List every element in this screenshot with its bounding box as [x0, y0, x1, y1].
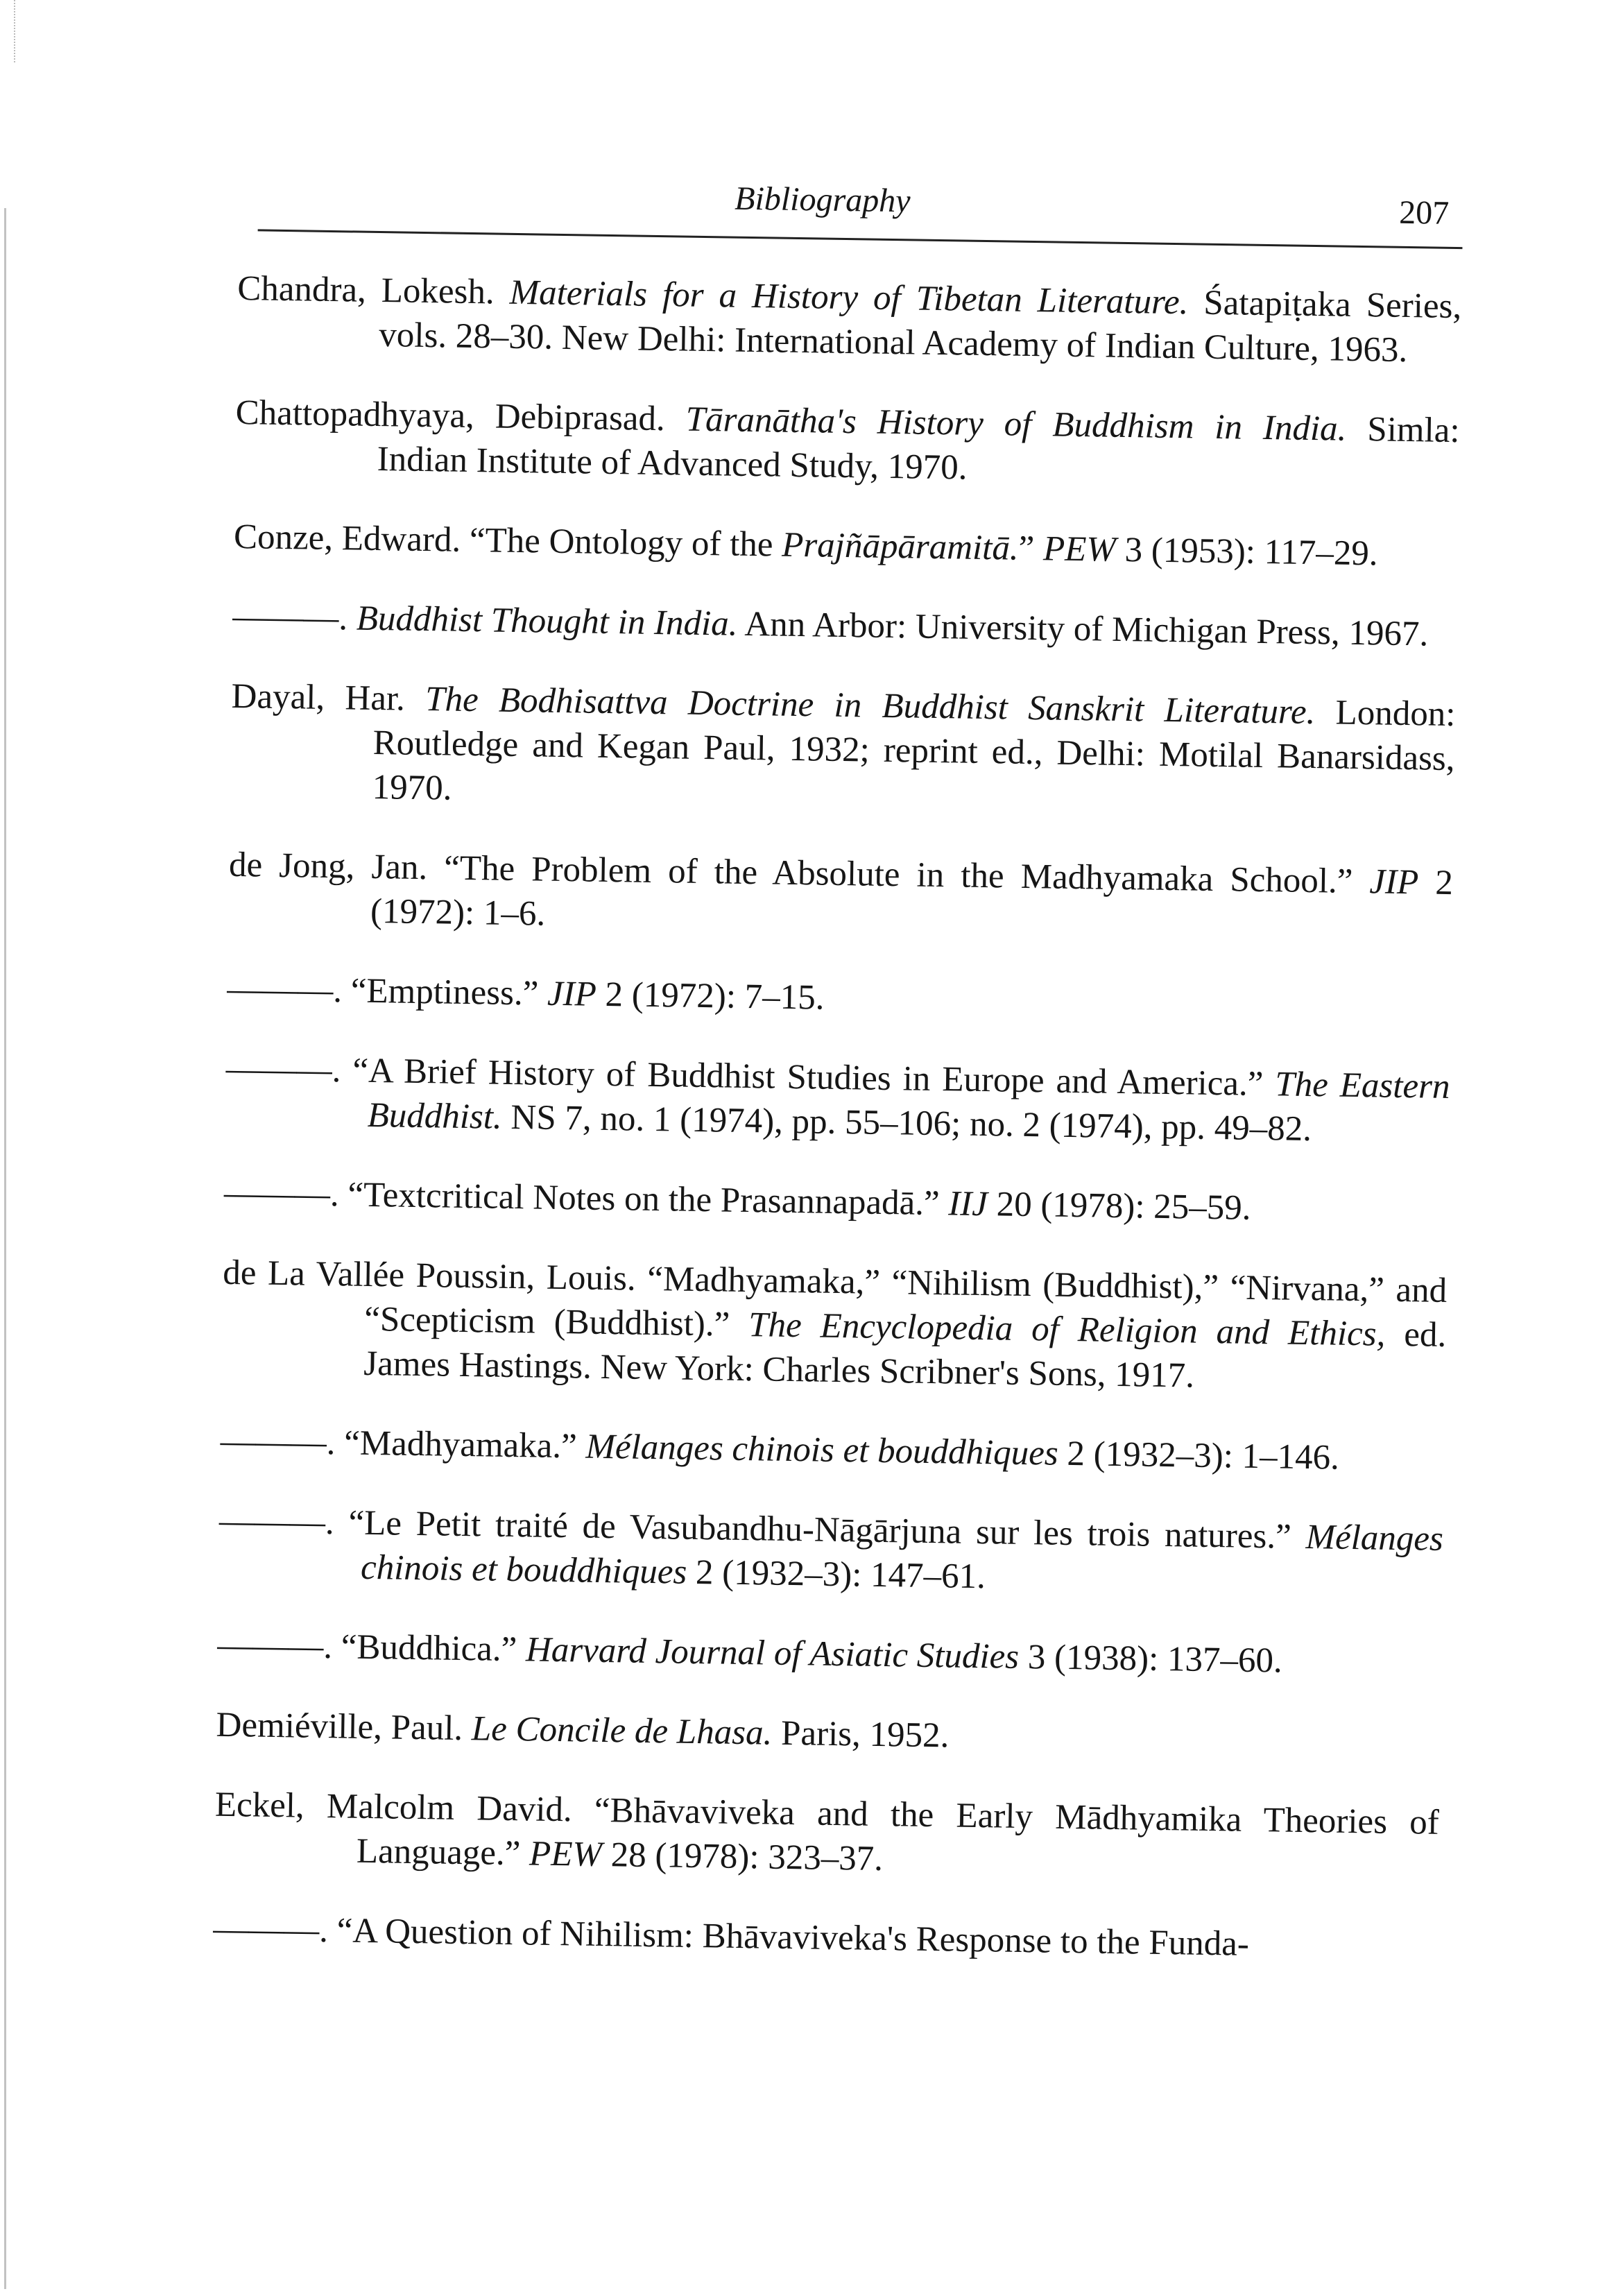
entry-text: Simla: Indian Institute of Advanced Study, 1970. [377, 409, 1460, 488]
entry-text: Ann Arbor: University of Michigan Press, 1967. [737, 604, 1429, 654]
entry-text: ———. [232, 597, 357, 638]
bibliography-entry [220, 1419, 1445, 1482]
bibliography-entry [213, 1907, 1438, 1969]
entry-title-italic: JIP [1369, 862, 1419, 902]
scan-edge-line [4, 208, 6, 2289]
entry-text: 2 (1932–3): 1–146. [1058, 1434, 1340, 1477]
entry-text: ” [1018, 529, 1044, 569]
entry-text: ———. “A Question of Nihilism: Bhāvaviveka's Response to the Funda- [212, 1909, 1250, 1964]
entry-text: ———. “Emptiness.” [226, 969, 548, 1013]
bibliography-entry [218, 1499, 1444, 1606]
entry-text: ———. “Madhyamaka.” [220, 1421, 586, 1466]
entry-text: ———. “Textcritical Notes on the Prasannapadā.” [223, 1173, 949, 1224]
entry-text: 28 (1978): 323–37. [601, 1835, 884, 1879]
entry-text: 3 (1938): 137–60. [1018, 1637, 1283, 1681]
bibliography-entry [228, 843, 1454, 950]
entry-text: Conze, Edward. “The Ontology of the [233, 517, 782, 565]
entry-text: ———. “Buddhica.” [216, 1625, 526, 1670]
entry-title-italic: JIP [547, 974, 597, 1014]
entry-title-italic: Buddhist Thought in India. [356, 599, 738, 644]
entry-text: NS 7, no. 1 (1974), pp. 55–106; no. 2 (1974), pp. 49–82. [501, 1097, 1312, 1149]
bibliography-entry [224, 1171, 1449, 1233]
entry-text: Chattopadhyaya, Debiprasad. [235, 393, 687, 439]
bibliography-entry [225, 1047, 1450, 1154]
entry-text: Chandra, Lokesh. [237, 268, 510, 312]
entry-text: 3 (1953): 117–29. [1115, 530, 1378, 574]
entry-text: Dayal, Har. [231, 676, 426, 719]
entry-title-italic: The Bodhisattva Doctrine in Buddhist Sanskrit Literature. [424, 680, 1316, 733]
entry-text: Demiéville, Paul. [216, 1705, 472, 1749]
entry-title-italic: Le Concile de Lhasa. [471, 1709, 773, 1753]
bibliography-list [213, 266, 1462, 1969]
entry-text: 2 (1932–3): 147–61. [686, 1552, 986, 1597]
bibliography-entry [214, 1783, 1440, 1890]
entry-title-italic: IIJ [947, 1184, 988, 1224]
bibliography-entry [237, 266, 1462, 373]
bibliography-entry [221, 1251, 1448, 1402]
bibliography-entry [234, 515, 1459, 577]
bibliography-entry [227, 967, 1452, 1029]
entry-text: Eckel, Malcolm David. “Bhāvaviveka and the Early Mādhyamika Theories of Language.” [214, 1785, 1440, 1874]
entry-title-italic: Prajñāpāramitā. [781, 525, 1020, 568]
entry-text: 20 (1978): 25–59. [987, 1185, 1251, 1228]
page-number: 207 [1398, 194, 1450, 232]
entry-title-italic: Mélanges chinois et bouddhiques [360, 1518, 1444, 1592]
entry-title-italic: Harvard Journal of Asiatic Studies [525, 1630, 1020, 1677]
bibliography-entry [216, 1703, 1441, 1765]
entry-text: de La Vallée Poussin, Louis. “Madhyamaka,” “Nihilism (Buddhist),” “Nirvana,” and “Scepticism (Buddhist).” [222, 1253, 1448, 1345]
entry-text: ed. James Hastings. New York: Charles Scribner's Sons, 1917. [363, 1314, 1447, 1396]
entry-title-italic: PEW [529, 1834, 603, 1875]
entry-text: Paris, 1952. [771, 1713, 950, 1756]
entry-title-italic: The Eastern Buddhist. [367, 1065, 1450, 1137]
entry-title-italic: Mélanges chinois et bouddhiques [585, 1427, 1059, 1473]
bibliography-entry [234, 391, 1460, 497]
entry-text: Śatapiṭaka Series, vols. 28–30. New Delhi: International Academy of Indian Culture, 1963. [379, 283, 1462, 370]
scan-artifact-dots [14, 0, 17, 62]
entry-title-italic: Materials for a History of Tibetan Literature. [509, 273, 1189, 323]
entry-title-italic: The Encyclopedia of Religion and Ethics, [748, 1305, 1386, 1354]
bibliography-entry [232, 594, 1457, 657]
book-page [212, 166, 1463, 2000]
entry-text: ———. “Le Petit traité de Vasubandhu-Nāgārjuna sur les trois natures.” [218, 1501, 1306, 1557]
entry-text: ———. “A Brief History of Buddhist Studies in Europe and America.” [225, 1049, 1276, 1104]
running-header [258, 166, 1463, 249]
entry-title-italic: Tāranātha's History of Buddhism in India. [685, 400, 1347, 449]
entry-text: de Jong, Jan. “The Problem of the Absolute in the Madhyamaka School.” [228, 845, 1370, 902]
running-title: Bibliography [734, 180, 911, 220]
bibliography-entry [230, 674, 1456, 825]
entry-title-italic: PEW [1042, 529, 1117, 569]
entry-text: 2 (1972): 7–15. [596, 975, 825, 1018]
entry-text: London: Routledge and Kegan Paul, 1932; reprint ed., Delhi: Motilal Banarsidass, 1970. [372, 693, 1456, 808]
bibliography-entry [217, 1623, 1442, 1686]
entry-text: 2 (1972): 1–6. [370, 863, 1454, 934]
